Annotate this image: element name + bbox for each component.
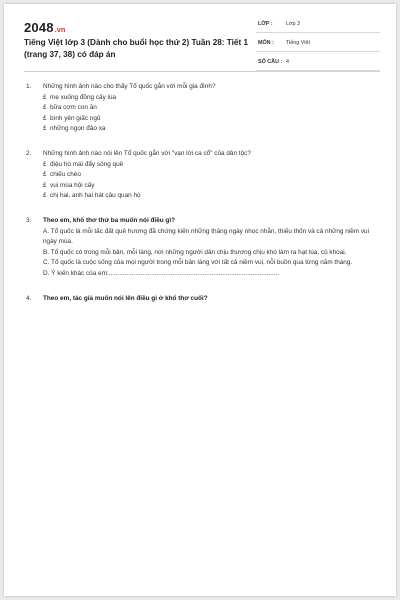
- meta-row-question-count: [256, 55, 380, 71]
- question-number: 4.: [26, 294, 32, 302]
- header-divider: [24, 71, 380, 72]
- option-label: chiếu chèo: [50, 171, 81, 179]
- question-number: 3.: [26, 216, 32, 224]
- checkbox-icon[interactable]: £: [43, 104, 47, 112]
- checkbox-icon[interactable]: £: [43, 171, 47, 179]
- question-number: 2.: [26, 149, 32, 157]
- option-list: [43, 93, 380, 135]
- question-2: [24, 149, 380, 202]
- option-item[interactable]: [43, 160, 380, 171]
- meta-info: [256, 17, 380, 74]
- answer-paragraph: A. Tổ quốc là mỗi tấc đất quê hương đã chứng kiến những tháng ngày nhọc nhằn, thiếu thốn và cả những niềm vui ngày mùa.: [43, 227, 370, 246]
- question-1: [24, 82, 380, 135]
- question-4: [24, 294, 380, 305]
- option-item[interactable]: [43, 170, 380, 181]
- meta-row-class: [256, 17, 380, 33]
- answer-paragraph: C. Tổ quốc là cuộc sống của mọi người trong mỗi bản làng với tất cả niềm vui, nỗi buồn qua từng năm tháng.: [43, 259, 353, 267]
- option-label: những ngọn đảo xa: [50, 125, 106, 133]
- checkbox-icon[interactable]: £: [43, 192, 47, 200]
- question-text: Theo em, tác giả muốn nói lên điều gì ở khổ thơ cuối?: [43, 294, 208, 302]
- option-item[interactable]: [43, 103, 380, 114]
- option-list: [43, 160, 380, 202]
- option-label: điệu hò mái đẩy sông quê: [50, 160, 124, 168]
- option-label: bữa cơm con ăn: [50, 104, 97, 112]
- meta-value: Lớp 3: [286, 21, 301, 27]
- site-logo[interactable]: [24, 20, 65, 35]
- meta-label: MÔN :: [258, 40, 274, 46]
- question-number: 1.: [26, 83, 32, 90]
- document-page: [4, 4, 396, 596]
- meta-value: Tiếng Việt: [286, 40, 310, 46]
- option-label: mẹ xuống đồng cấy lúa: [50, 93, 117, 101]
- logo-suffix: .vn: [54, 27, 66, 34]
- meta-label: SỐ CÂU :: [258, 59, 283, 65]
- option-label: vui mùa hội cấy: [50, 181, 95, 189]
- answer-paragraph: D. Ý kiến khác của em:................................................................................................: [43, 269, 280, 277]
- checkbox-icon[interactable]: £: [43, 181, 47, 189]
- question-text: Những hình ảnh nào nói lên Tổ quốc gắn với "vạn lời ca cổ" của dân tộc?: [43, 149, 251, 157]
- option-item[interactable]: [43, 93, 380, 104]
- checkbox-icon[interactable]: £: [43, 125, 47, 133]
- checkbox-icon[interactable]: £: [43, 114, 47, 122]
- option-item[interactable]: [43, 191, 380, 202]
- question-list: [24, 82, 380, 318]
- option-label: bình yên giấc ngủ: [50, 114, 101, 122]
- checkbox-icon[interactable]: £: [43, 160, 47, 168]
- option-label: chị hai, anh hai hát câu quan họ: [50, 192, 141, 200]
- question-3: [24, 216, 380, 280]
- question-text: Theo em, khổ thơ thứ ba muốn nói điều gì?: [43, 216, 176, 224]
- meta-row-subject: [256, 36, 380, 52]
- question-text: Những hình ảnh nào cho thấy Tổ quốc gắn với mỗi gia đình?: [43, 83, 216, 90]
- document-title: Tiếng Việt lớp 3 (Dành cho buổi học thứ 2) Tuần 28: Tiết 1 (trang 37, 38) có đáp án: [24, 38, 249, 59]
- option-item[interactable]: [43, 114, 380, 125]
- meta-label: LỚP :: [258, 21, 273, 27]
- option-item[interactable]: [43, 124, 380, 135]
- option-item[interactable]: [43, 181, 380, 192]
- answer-paragraph: B. Tổ quốc có trong mỗi bản, mỗi làng, nơi những người dân chịu thương chịu khó làm ra hạt lúa, củ khoai.: [43, 248, 347, 256]
- checkbox-icon[interactable]: £: [43, 93, 47, 101]
- meta-value: 4: [286, 59, 289, 65]
- logo-text: 2048: [24, 20, 54, 35]
